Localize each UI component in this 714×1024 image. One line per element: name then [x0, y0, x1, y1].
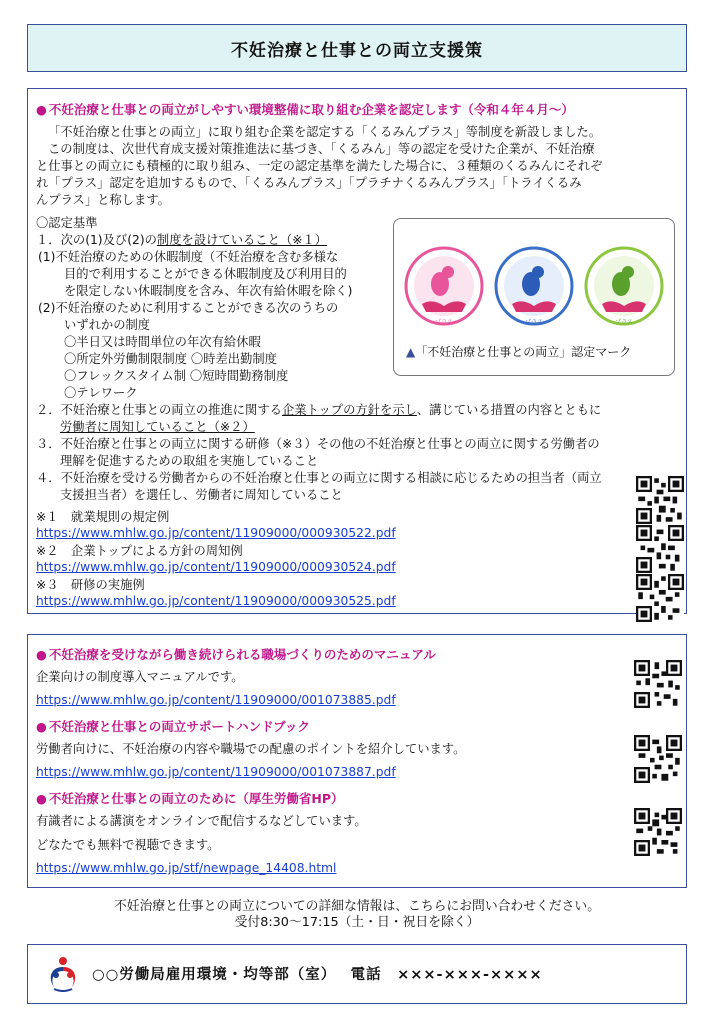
criteria-title: 〇認定基準: [36, 216, 98, 230]
criterion-1-1: を限定しない休暇制度を含み、年次有給休暇を除く): [64, 284, 353, 298]
tri-kurumin-plus-logo: [586, 248, 662, 326]
bullet-icon: ●: [36, 102, 47, 117]
inquiry-text: 不妊治療と仕事との両立についての詳細な情報は、こちらにお問い合わせください。: [113, 899, 601, 914]
criterion-4: ４．不妊治療を受ける労働者からの不妊治療と仕事との両立に関する相談に応じるための担当者（両立: [36, 471, 602, 485]
mhlw-hp-heading: ● 不妊治療と仕事との両立のために（厚生労働省HP）: [36, 791, 344, 806]
note-link[interactable]: https://www.mhlw.go.jp/content/11909000/000930522.pdf: [36, 526, 396, 540]
triangle-icon: ▲: [406, 345, 416, 359]
bullet-icon: ●: [36, 719, 47, 734]
mhlw-hp-description: 有識者による講演をオンラインで配信するなどしています。: [36, 814, 367, 828]
title-box: [27, 24, 687, 72]
qr-code-icon[interactable]: [636, 574, 684, 622]
handbook-heading: ● 不妊治療と仕事との両立サポートハンドブック: [36, 719, 310, 734]
certification-heading: ● 不妊治療と仕事との両立がしやすい環境整備に取り組む企業を認定します（令和４年４月～）: [36, 102, 574, 117]
qr-code-icon[interactable]: [636, 525, 684, 573]
criterion-3: 理解を促進するための取組を実施していること: [60, 454, 319, 468]
criterion-1: １．次の(1)及び(2)の制度を設けていること（※１）: [36, 233, 328, 247]
qr-code-icon[interactable]: [636, 476, 684, 524]
manual-heading: ● 不妊治療を受けながら働き続けられる職場づくりのためのマニュアル: [36, 647, 436, 662]
criterion-1-2: いずれかの制度: [64, 318, 151, 332]
handbook-link[interactable]: https://www.mhlw.go.jp/content/11909000/001073887.pdf: [36, 765, 396, 779]
criterion-2: ２．不妊治療と仕事との両立の推進に関する企業トップの方針を示し、講じている措置の内容とともに: [36, 403, 602, 417]
handbook-description: 労働者向けに、不妊治療の内容や職場での配慮のポイントを紹介しています。: [36, 742, 466, 756]
criterion-1-2: (2)不妊治療のために利用することができる次のうちの: [38, 301, 339, 315]
intro-line: この制度は、次世代育成支援対策推進法に基づき、「くるみん」等の認定を受けた企業が、不妊治療: [48, 142, 595, 156]
intro-line: 「不妊治療と仕事との両立」に取り組む企業を認定する「くるみんプラス」等制度を新設しました。: [48, 125, 601, 139]
criterion-4: 支援担当者）を選任し、労働者に周知していること: [60, 488, 343, 502]
bullet-icon: ●: [36, 791, 47, 806]
option-item: 〇テレワーク: [64, 386, 138, 400]
note-label: ※１ 就業規則の規定例: [36, 510, 170, 524]
mark-label: プラス: [615, 319, 633, 326]
intro-line: れ「プラス」認定を追加するもので、「くるみんプラス」「プラチナくるみんプラス」「トライくるみ: [36, 176, 582, 190]
hours-text: 受付8:30～17:15（土・日・祝日を除く）: [234, 915, 480, 930]
criterion-2: 労働者に周知していること（※２）: [60, 420, 255, 434]
qr-code-icon[interactable]: [634, 808, 682, 856]
mhlw-hp-link[interactable]: https://www.mhlw.go.jp/stf/newpage_14408.html: [36, 861, 337, 875]
mark-label: プラス: [435, 319, 453, 326]
kurumin-marks: [400, 240, 668, 338]
intro-line: んプラス」と称します。: [36, 193, 170, 207]
page-title: 不妊治療と仕事との両立支援策: [231, 40, 483, 61]
option-item: 〇所定外労働制限制度 〇時差出勤制度: [64, 352, 277, 366]
manual-link[interactable]: https://www.mhlw.go.jp/content/11909000/001073885.pdf: [36, 693, 396, 707]
bullet-icon: ●: [36, 647, 47, 662]
ministry-logo-icon: [44, 955, 80, 993]
mark-caption: ▲「不妊治療と仕事との両立」認定マーク: [406, 345, 632, 359]
note-label: ※３ 研修の実施例: [36, 578, 145, 592]
qr-code-icon[interactable]: [634, 735, 682, 783]
option-item: 〇半日又は時間単位の年次有給休暇: [64, 335, 261, 349]
intro-line: と仕事との両立にも積極的に取り組み、一定の認定基準を満たした場合に、３種類のくるみんにそれぞ: [36, 159, 603, 173]
option-item: 〇フレックスタイム制 〇短時間勤務制度: [64, 369, 289, 383]
platinum-kurumin-plus-logo: [496, 248, 572, 326]
criterion-3: ３．不妊治療と仕事との両立に関する研修（※３）その他の不妊治療と仕事との両立に関する労働者の: [36, 437, 600, 451]
contact-info: ○○労働局雇用環境・均等部（室） 電話 ×××-×××-××××: [92, 967, 543, 983]
qr-code-icon[interactable]: [634, 660, 682, 708]
mhlw-hp-description: どなたでも無料で視聴できます。: [36, 838, 220, 852]
manual-description: 企業向けの制度導入マニュアルです。: [36, 670, 244, 684]
mark-label: プラス: [525, 319, 543, 326]
note-link[interactable]: https://www.mhlw.go.jp/content/11909000/000930525.pdf: [36, 594, 396, 608]
note-link[interactable]: https://www.mhlw.go.jp/content/11909000/000930524.pdf: [36, 560, 396, 574]
kurumin-plus-logo: [406, 248, 482, 326]
note-label: ※２ 企業トップによる方針の周知例: [36, 544, 243, 558]
criterion-1-1: (1)不妊治療のための休暇制度（不妊治療を含む多様な: [38, 250, 339, 264]
criterion-1-1: 目的で利用することができる休暇制度及び利用目的: [64, 267, 347, 281]
